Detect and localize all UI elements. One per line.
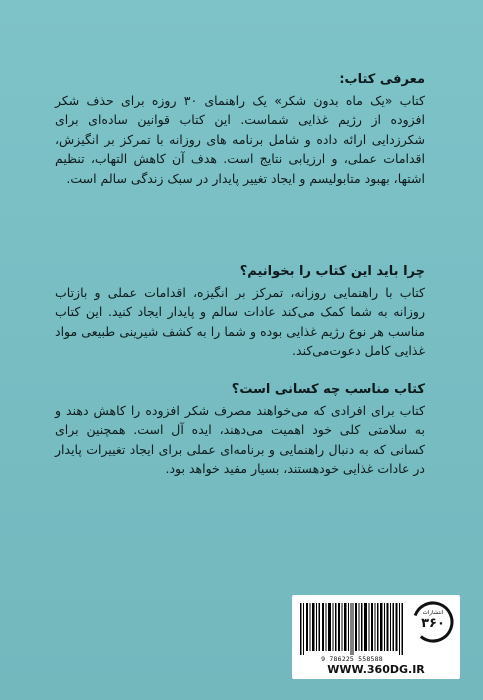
barcode-card [292, 595, 460, 679]
section-body: کتاب برای افرادی که می‌خواهند مصرف شکر افزوده را کاهش دهند و به سلامتی کلی خود اهمیت می‌دهند، ایده آل است. همچنین برای کسانی که به دنبال راهنمایی و برنامه‌ای عملی برای ایجاد تغییرات پایدار در عادات غذایی خودهستند، بسیار مفید خواهد بود. [55, 402, 425, 476]
barcode-number: 9 786225 558588 [321, 655, 383, 663]
barcode-image [300, 603, 404, 655]
publisher-logo-label: انتشارات [422, 610, 444, 616]
section-audience [55, 380, 425, 479]
section-book-intro [55, 70, 425, 188]
publisher-website: WWW.360DG.IR [327, 663, 425, 676]
publisher-logo-number: ۳۶۰ [421, 616, 445, 631]
section-heading: چرا باید این کتاب را بخوانیم؟ [239, 264, 425, 279]
section-body: کتاب با راهنمایی روزانه، تمرکز بر انگیزه، اقدامات عملی و بازتاب روزانه به شما کمک می‌کند عادات سالم و پایدار ایجاد کنید. این کتاب مناسب هر نوع رژیم غذایی بوده و شما را به کشف شیرینی طبیعی مواد غذایی کامل دعوت‌می‌کند. [55, 284, 425, 358]
publisher-logo-icon [412, 601, 454, 643]
section-why-read [55, 262, 425, 361]
section-body: کتاب «یک ماه بدون شکر» یک راهنمای ۳۰ روزه برای حذف شکر افزوده از رژیم غذایی شماست. این کتاب قوانین ساده‌ای برای شکرزدایی ارائه داده و شامل برنامه های روزانه با تمرکز بر انگیزش، اقدامات عملی، و ارزیابی نتایج است. هدف آن کاهش التهاب، تنظیم اشتها، بهبود متابولیسم و ایجاد تغییر پایدار در سبک زندگی سالم است. [55, 92, 425, 186]
section-heading: کتاب مناسب چه کسانی است؟ [231, 382, 425, 397]
section-heading: معرفی کتاب: [339, 72, 425, 87]
